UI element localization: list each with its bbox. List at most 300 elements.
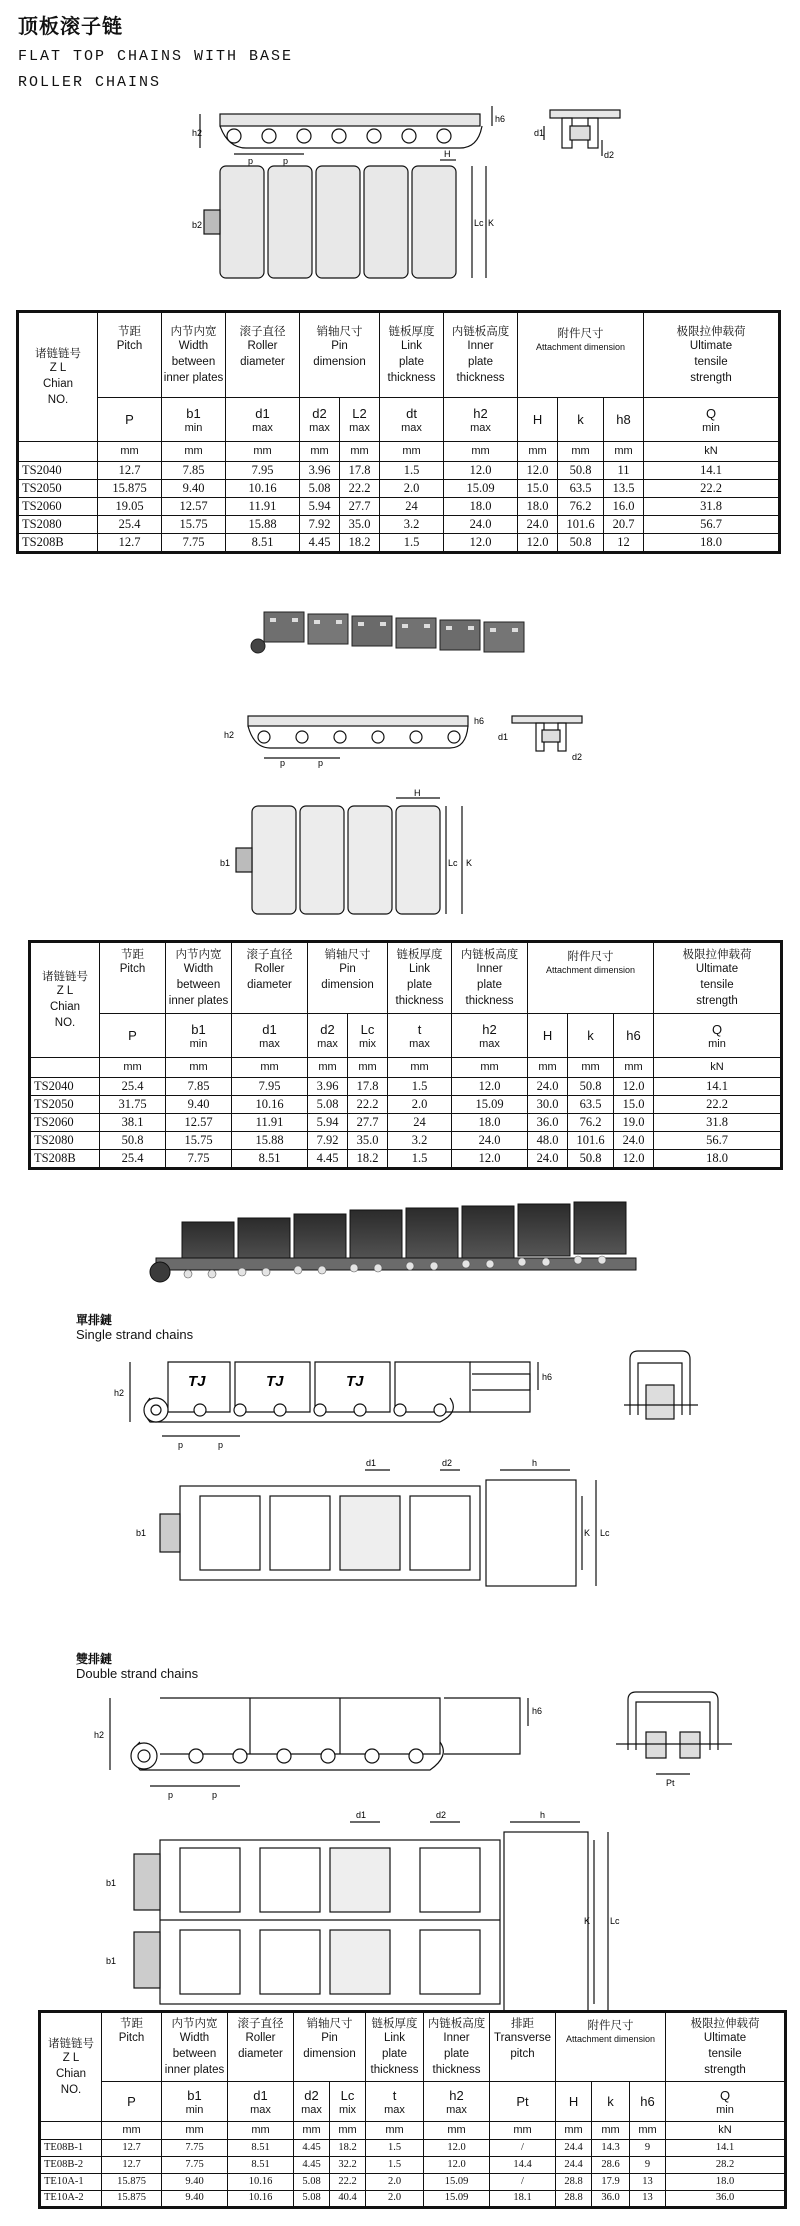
symbol-cell xyxy=(98,398,162,442)
value-cell: 20.7 xyxy=(604,516,644,534)
model-cell: TS208B xyxy=(18,534,98,553)
symbol-subtext: max xyxy=(479,1038,500,1051)
symbol-text: L2 xyxy=(352,405,367,421)
double-strand-title-cn: 雙排鏈 xyxy=(76,1652,113,1666)
value-cell: 17.8 xyxy=(348,1078,388,1096)
link-header-en-3: thickness xyxy=(395,994,444,1007)
link-header-cn: 链板厚度 xyxy=(388,323,435,338)
inner-header-en-2: plate xyxy=(477,979,502,991)
roller-header-en-1: Roller xyxy=(254,963,285,976)
value-cell: 12.0 xyxy=(614,1078,654,1096)
value-cell: 5.94 xyxy=(300,498,340,516)
symbol-cell xyxy=(348,1014,388,1058)
symbol-subtext: max xyxy=(384,2104,405,2117)
table-3-body xyxy=(40,2140,786,2208)
h6-label: h6 xyxy=(542,1372,553,1382)
value-cell: 15.875 xyxy=(102,2174,162,2191)
inner-header-cn: 内链板高度 xyxy=(460,946,519,961)
symbol-cell xyxy=(568,1014,614,1058)
tensile-header-cn: 极限拉伸载荷 xyxy=(676,323,746,338)
link-header-cn: 链板厚度 xyxy=(396,946,443,961)
tensile-header xyxy=(654,942,782,1014)
value-cell: 12.57 xyxy=(166,1114,232,1132)
roller-header-cn: 滚子直径 xyxy=(237,2015,284,2030)
unit-cell: mm xyxy=(330,2122,366,2140)
p-label-2: p xyxy=(218,1440,224,1450)
value-cell: 3.96 xyxy=(300,462,340,480)
value-cell: 76.2 xyxy=(568,1114,614,1132)
transverse-header-cn: 排距 xyxy=(511,2015,535,2030)
value-cell: 22.2 xyxy=(348,1096,388,1114)
tensile-header-en-3: strength xyxy=(704,2063,746,2076)
spec-table-3 xyxy=(38,2010,787,2209)
width-header-en-1: Width xyxy=(178,340,209,353)
link-header-en-1: Link xyxy=(383,2032,406,2045)
value-cell: 15.88 xyxy=(226,516,300,534)
attachment-header xyxy=(518,312,644,398)
symbol-text: d1 xyxy=(262,1021,277,1037)
value-cell: 24.0 xyxy=(452,1132,528,1150)
inner-header-en-2: plate xyxy=(468,356,493,368)
symbol-cell xyxy=(644,398,780,442)
unit-cell: mm xyxy=(528,1058,568,1078)
link-header-en-3: thickness xyxy=(370,2063,419,2076)
value-cell: 9 xyxy=(630,2157,666,2174)
value-cell: 4.45 xyxy=(294,2157,330,2174)
double-strand-side-view xyxy=(94,1690,600,1800)
value-cell: 15.09 xyxy=(452,1096,528,1114)
pitch-header-en: Pitch xyxy=(116,340,143,353)
value-cell: 32.2 xyxy=(330,2157,366,2174)
p-label-1: p xyxy=(178,1440,184,1450)
width-header-en-2: between xyxy=(172,2048,217,2060)
symbol-text: b1 xyxy=(187,2087,202,2103)
value-cell: 50.8 xyxy=(558,534,604,553)
value-cell: 24 xyxy=(388,1114,452,1132)
symbol-text: P xyxy=(125,411,134,427)
d2-label: d2 xyxy=(442,1458,453,1468)
value-cell: 22.2 xyxy=(644,480,780,498)
symbol-text: k xyxy=(607,2093,614,2109)
value-cell: 28.8 xyxy=(556,2191,592,2208)
value-cell: 22.2 xyxy=(330,2174,366,2191)
unit-cell: mm xyxy=(162,2122,228,2140)
value-cell: 24.4 xyxy=(556,2157,592,2174)
value-cell: 7.85 xyxy=(166,1078,232,1096)
value-cell: 28.8 xyxy=(556,2174,592,2191)
symbol-cell xyxy=(388,1014,452,1058)
unit-cell-blank xyxy=(30,1058,100,1078)
value-cell: 24.0 xyxy=(614,1132,654,1150)
table-row xyxy=(18,534,780,553)
table-row xyxy=(18,498,780,516)
unit-cell: mm xyxy=(604,442,644,462)
unit-cell: mm xyxy=(294,2122,330,2140)
table-row xyxy=(40,2157,786,2174)
unit-cell: mm xyxy=(614,1058,654,1078)
model-cell: TS2060 xyxy=(30,1114,100,1132)
single-strand-side-view xyxy=(114,1350,630,1450)
inner-header xyxy=(444,312,518,398)
attachment-header-en: Attachment dimension xyxy=(565,2034,656,2045)
h-label: H xyxy=(444,149,451,159)
tensile-header-en-1: Ultimate xyxy=(689,340,733,353)
value-cell: 1.5 xyxy=(366,2157,424,2174)
model-header-no: NO. xyxy=(47,393,69,406)
value-cell: 5.08 xyxy=(300,480,340,498)
symbol-cell xyxy=(604,398,644,442)
table-row xyxy=(18,462,780,480)
h2-label: h2 xyxy=(94,1730,105,1740)
spec-table-2 xyxy=(28,940,783,1170)
value-cell: 8.51 xyxy=(232,1150,308,1169)
pitch-header-cn: 节距 xyxy=(121,946,144,961)
symbol-row xyxy=(18,398,780,442)
inner-header-en-1: Inner xyxy=(443,2032,470,2045)
symbol-text: d2 xyxy=(304,2087,319,2103)
unit-cell: mm xyxy=(232,1058,308,1078)
symbol-cell xyxy=(102,2082,162,2122)
value-cell: 17.9 xyxy=(592,2174,630,2191)
chart-2-side-view-drawing xyxy=(218,708,488,768)
unit-cell: mm xyxy=(228,2122,294,2140)
h6-label: h6 xyxy=(474,716,485,726)
value-cell: 12.0 xyxy=(424,2157,490,2174)
single-strand-end-view xyxy=(620,1345,710,1445)
value-cell: 63.5 xyxy=(558,480,604,498)
symbol-row xyxy=(30,1014,782,1058)
symbol-cell xyxy=(366,2082,424,2122)
unit-cell: mm xyxy=(592,2122,630,2140)
unit-cell: mm xyxy=(518,442,558,462)
unit-row xyxy=(30,1058,782,1078)
value-cell: 2.0 xyxy=(366,2191,424,2208)
unit-cell: mm xyxy=(100,1058,166,1078)
value-cell: 12.0 xyxy=(444,462,518,480)
p-label-2: p xyxy=(212,1790,218,1800)
attachment-header-en: Attachment dimension xyxy=(535,342,626,353)
link-header-en-2: plate xyxy=(407,979,432,991)
model-cell: TS2060 xyxy=(18,498,98,516)
p-label-2: p xyxy=(283,156,289,166)
link-header-en-2: plate xyxy=(399,356,424,368)
chart-1-top-view-drawing xyxy=(190,149,520,296)
value-cell: 1.5 xyxy=(388,1150,452,1169)
symbol-cell xyxy=(528,1014,568,1058)
symbol-text: Q xyxy=(711,1021,723,1037)
h6-label: h6 xyxy=(495,114,506,124)
d1-label: d1 xyxy=(498,732,509,742)
width-header xyxy=(162,312,226,398)
value-cell: 2.0 xyxy=(380,480,444,498)
value-cell: 35.0 xyxy=(348,1132,388,1150)
unit-row xyxy=(40,2122,786,2140)
value-cell: 4.45 xyxy=(300,534,340,553)
value-cell: 18.1 xyxy=(490,2191,556,2208)
attachment-header-cn: 附件尺寸 xyxy=(587,2017,634,2032)
symbol-subtext: mix xyxy=(338,2104,357,2117)
model-cell: TS2040 xyxy=(30,1078,100,1096)
value-cell: 12.0 xyxy=(444,534,518,553)
value-cell: 12.7 xyxy=(98,534,162,553)
model-cell: TS2040 xyxy=(18,462,98,480)
inner-header-en-3: thickness xyxy=(465,994,514,1007)
model-header xyxy=(18,312,98,442)
tensile-header-en-1: Ultimate xyxy=(695,963,739,976)
model-header-cn: 诸链链号 xyxy=(48,2035,94,2050)
value-cell: 36.0 xyxy=(592,2191,630,2208)
pin-header-en-1: Pin xyxy=(331,340,348,353)
value-cell: 4.45 xyxy=(294,2140,330,2157)
symbol-text: t xyxy=(392,2087,397,2103)
value-cell: 24 xyxy=(380,498,444,516)
value-cell: 56.7 xyxy=(644,516,780,534)
value-cell: 10.16 xyxy=(226,480,300,498)
tj-marking-2: TJ xyxy=(266,1373,284,1390)
model-cell: TS2080 xyxy=(30,1132,100,1150)
attachment-header-cn: 附件尺寸 xyxy=(557,325,604,340)
inner-header-en-2: plate xyxy=(444,2048,469,2060)
value-cell: 19.0 xyxy=(614,1114,654,1132)
pin-header xyxy=(294,2012,366,2082)
value-cell: 18.0 xyxy=(444,498,518,516)
unit-cell: mm xyxy=(452,1058,528,1078)
value-cell: 18.2 xyxy=(340,534,380,553)
tensile-header xyxy=(666,2012,786,2082)
value-cell: 50.8 xyxy=(568,1078,614,1096)
value-cell: 10.16 xyxy=(228,2174,294,2191)
symbol-text: d1 xyxy=(255,405,270,421)
model-cell: TS2080 xyxy=(18,516,98,534)
value-cell: 17.8 xyxy=(340,462,380,480)
symbol-subtext: max xyxy=(401,422,422,435)
value-cell: 19.05 xyxy=(98,498,162,516)
symbol-subtext: max xyxy=(446,2104,467,2117)
symbol-text: Lc xyxy=(340,2087,355,2103)
k-label: K xyxy=(584,1528,591,1538)
single-strand-top-view xyxy=(136,1458,640,1620)
value-cell: 12.0 xyxy=(452,1078,528,1096)
spec-table-1 xyxy=(16,310,781,554)
value-cell: 15.09 xyxy=(424,2191,490,2208)
model-cell: TE08B-2 xyxy=(40,2157,102,2174)
symbol-cell xyxy=(666,2082,786,2122)
tensile-header-en-2: tensile xyxy=(708,2048,742,2060)
inner-header xyxy=(452,942,528,1014)
unit-cell: mm xyxy=(490,2122,556,2140)
value-cell: 12.0 xyxy=(518,462,558,480)
table-row xyxy=(30,1150,782,1169)
link-header-en-1: Link xyxy=(400,340,423,353)
symbol-subtext: max xyxy=(470,422,491,435)
pitch-header-en: Pitch xyxy=(118,2032,145,2045)
value-cell: 7.75 xyxy=(166,1150,232,1169)
width-header-en-2: between xyxy=(171,356,216,368)
double-strand-end-view xyxy=(614,1686,744,1796)
value-cell: 11.91 xyxy=(226,498,300,516)
value-cell: 14.1 xyxy=(644,462,780,480)
model-header-no: NO. xyxy=(60,2083,82,2096)
symbol-cell xyxy=(166,1014,232,1058)
d2-label: d2 xyxy=(604,150,615,160)
value-cell: 18.0 xyxy=(644,534,780,553)
symbol-subtext: max xyxy=(250,2104,271,2117)
value-cell: 5.08 xyxy=(294,2174,330,2191)
symbol-cell xyxy=(340,398,380,442)
value-cell: / xyxy=(490,2174,556,2191)
value-cell: 50.8 xyxy=(100,1132,166,1150)
single-strand-title-cn: 單排鏈 xyxy=(76,1313,113,1327)
model-header-chian: Chian xyxy=(49,1001,81,1013)
value-cell: 12.57 xyxy=(162,498,226,516)
value-cell: 12.0 xyxy=(614,1150,654,1169)
value-cell: 25.4 xyxy=(100,1078,166,1096)
width-header-en-3: inner plates xyxy=(168,994,229,1007)
b1-label-upper: b1 xyxy=(106,1878,117,1888)
symbol-text: h6 xyxy=(626,1027,641,1043)
pitch-header-cn: 节距 xyxy=(120,2015,143,2030)
inner-header-en-1: Inner xyxy=(476,963,503,976)
chart-2-top-view-drawing xyxy=(220,788,488,926)
value-cell: 3.2 xyxy=(388,1132,452,1150)
pin-header xyxy=(300,312,380,398)
symbol-cell xyxy=(308,1014,348,1058)
symbol-text: h6 xyxy=(640,2093,655,2109)
d2-label: d2 xyxy=(572,752,583,762)
width-header-en-1: Width xyxy=(183,963,214,976)
h6-label: h6 xyxy=(532,1706,543,1716)
double-strand-title-en: Double strand chains xyxy=(76,1666,199,1681)
pin-header-en-2: dimension xyxy=(321,979,374,991)
value-cell: 2.0 xyxy=(388,1096,452,1114)
page-subtitle-line-2: ROLLER CHAINS xyxy=(18,74,162,91)
value-cell: 7.85 xyxy=(162,462,226,480)
value-cell: 5.08 xyxy=(294,2191,330,2208)
roller-header-en-1: Roller xyxy=(247,340,278,353)
value-cell: 14.1 xyxy=(666,2140,786,2157)
value-cell: 22.2 xyxy=(340,480,380,498)
unit-cell: mm xyxy=(162,442,226,462)
value-cell: 35.0 xyxy=(340,516,380,534)
lc-label: Lc xyxy=(474,218,484,228)
value-cell: 8.51 xyxy=(228,2140,294,2157)
value-cell: 8.51 xyxy=(226,534,300,553)
value-cell: 18.0 xyxy=(654,1150,782,1169)
symbol-cell xyxy=(162,2082,228,2122)
pin-header xyxy=(308,942,388,1014)
attachment-header-en: Attachment dimension xyxy=(545,965,636,976)
unit-cell: kN xyxy=(666,2122,786,2140)
value-cell: 8.51 xyxy=(228,2157,294,2174)
symbol-text: k xyxy=(577,411,584,427)
value-cell: 7.95 xyxy=(226,462,300,480)
tensile-header-en-2: tensile xyxy=(694,356,728,368)
b2-label: b2 xyxy=(192,220,203,230)
unit-cell: mm xyxy=(366,2122,424,2140)
symbol-text: h2 xyxy=(482,1021,497,1037)
value-cell: 101.6 xyxy=(568,1132,614,1150)
symbol-text: P xyxy=(127,2093,136,2109)
unit-cell: kN xyxy=(654,1058,782,1078)
width-header-en-2: between xyxy=(176,979,221,991)
value-cell: 38.1 xyxy=(100,1114,166,1132)
chart-1-side-view-drawing xyxy=(190,96,520,166)
symbol-cell xyxy=(100,1014,166,1058)
value-cell: 14.4 xyxy=(490,2157,556,2174)
value-cell: 36.0 xyxy=(528,1114,568,1132)
value-cell: 63.5 xyxy=(568,1096,614,1114)
p-label-1: p xyxy=(168,1790,174,1800)
tj-marking-3: TJ xyxy=(346,1373,364,1390)
value-cell: 3.2 xyxy=(380,516,444,534)
value-cell: 12 xyxy=(604,534,644,553)
symbol-text: d1 xyxy=(253,2087,268,2103)
symbol-text: t xyxy=(417,1021,422,1037)
pitch-header-cn: 节距 xyxy=(118,323,141,338)
value-cell: 1.5 xyxy=(380,462,444,480)
value-cell: 25.4 xyxy=(98,516,162,534)
model-header-no: NO. xyxy=(54,1016,76,1029)
attachment-header xyxy=(556,2012,666,2082)
unit-cell: mm xyxy=(98,442,162,462)
width-header-en-3: inner plates xyxy=(164,2063,225,2076)
model-cell: TS208B xyxy=(30,1150,100,1169)
pin-header-cn: 销轴尺寸 xyxy=(306,2015,353,2030)
tensile-header xyxy=(644,312,780,398)
symbol-row xyxy=(40,2082,786,2122)
symbol-cell xyxy=(444,398,518,442)
symbol-cell xyxy=(380,398,444,442)
symbol-cell xyxy=(558,398,604,442)
symbol-text: P xyxy=(128,1027,137,1043)
roller-header xyxy=(228,2012,294,2082)
double-strand-top-view xyxy=(100,1810,620,2030)
value-cell: 28.2 xyxy=(666,2157,786,2174)
value-cell: 13.5 xyxy=(604,480,644,498)
model-header-chian: Chian xyxy=(42,378,74,390)
symbol-cell xyxy=(490,2082,556,2122)
value-cell: 12.0 xyxy=(452,1150,528,1169)
unit-cell: mm xyxy=(424,2122,490,2140)
unit-cell: mm xyxy=(380,442,444,462)
width-header xyxy=(166,942,232,1014)
value-cell: 36.0 xyxy=(666,2191,786,2208)
attachment-header-cn: 附件尺寸 xyxy=(567,948,614,963)
symbol-subtext: max xyxy=(409,1038,430,1051)
value-cell: 14.3 xyxy=(592,2140,630,2157)
symbol-text: k xyxy=(587,1027,594,1043)
symbol-text: Pt xyxy=(516,2093,529,2109)
d1-label: d1 xyxy=(534,128,545,138)
value-cell: 18.2 xyxy=(330,2140,366,2157)
chart-1-attachment-detail xyxy=(534,96,630,166)
symbol-subtext: max xyxy=(301,2104,322,2117)
symbol-text: d2 xyxy=(320,1021,335,1037)
value-cell: 50.8 xyxy=(558,462,604,480)
lc-label: Lc xyxy=(600,1528,610,1538)
symbol-text: H xyxy=(568,2093,579,2109)
symbol-text: dt xyxy=(406,405,417,421)
link-header xyxy=(388,942,452,1014)
value-cell: 22.2 xyxy=(654,1096,782,1114)
value-cell: 31.8 xyxy=(654,1114,782,1132)
table-row xyxy=(40,2191,786,2208)
symbol-cell xyxy=(232,1014,308,1058)
value-cell: 24.0 xyxy=(444,516,518,534)
inner-header-en-3: thickness xyxy=(456,371,505,384)
unit-cell-blank xyxy=(18,442,98,462)
inner-header xyxy=(424,2012,490,2082)
